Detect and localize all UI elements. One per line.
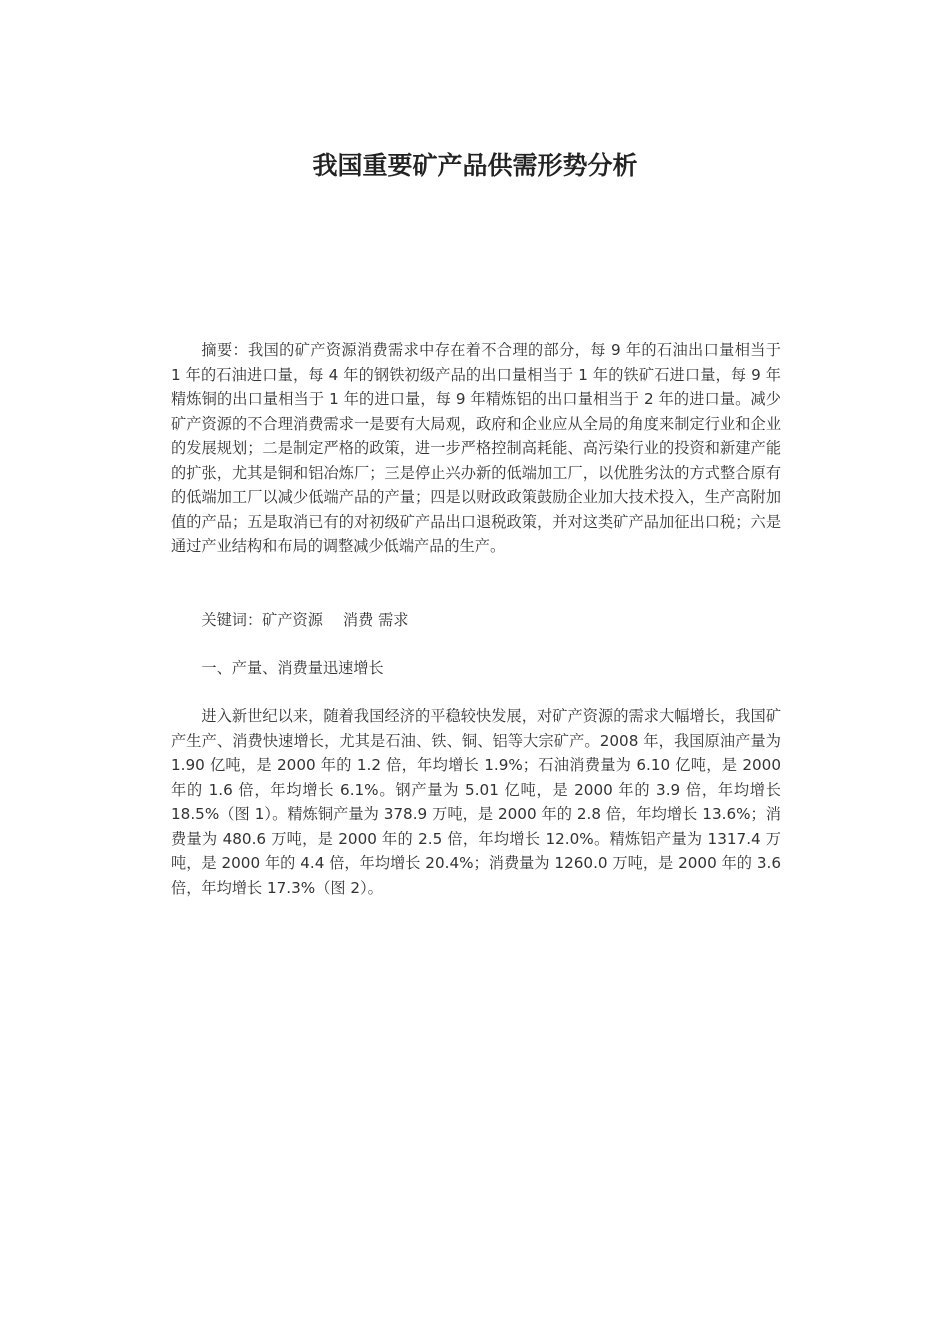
abstract-paragraph: 摘要：我国的矿产资源消费需求中存在着不合理的部分，每 9 年的石油出口量相当于 1 年的石油进口量，每 4 年的钢铁初级产品的出口量相当于 1 年的铁矿石进口量，每 9 年精炼铜的出口量相当于 1 年的进口量，每 9 年精炼铝的出口量相当于 2 年的进口量。减少矿产资源的不合理消费需求一是要有大局观，政府和企业应从全局的角度来制定行业和企业的发展规划；二是制定严格的政策，进一步严格控制高耗能、高污染行业的投资和新建产能的扩张，尤其是铜和铝冶炼厂；三是停止兴办新的低端加工厂，以优胜劣汰的方式整合原有的低端加工厂以减少低端产品的产量；四是以财政政策鼓励企业加大技术投入，生产高附加值的产品；五是取消已有的对初级矿产品出口退税政策，并对这类矿产品加征出口税；六是通过产业结构和布局的调整减少低端产品的生产。 [171,341,781,555]
keywords-line: 关键词：矿产资源 消费 需求 [201,611,409,629]
body-paragraph: 进入新世纪以来，随着我国经济的平稳较快发展，对矿产资源的需求大幅增长，我国矿产生产、消费快速增长，尤其是石油、铁、铜、铝等大宗矿产。2008 年，我国原油产量为 1.90 亿吨，是 2000 年的 1.2 倍，年均增长 1.9%；石油消费量为 6.10 亿吨，是 2000 年的 1.6 倍，年均增长 6.1%。钢产量为 5.01 亿吨，是 2000 年的 3.9 倍，年均增长 18.5%（图 1）。精炼铜产量为 378.9 万吨，是 2000 年的 2.8 倍，年均增长 13.6%；消费量为 480.6 万吨，是 2000 年的 2.5 倍，年均增长 12.0%。精炼铝产量为 1317.4 万吨，是 2000 年的 4.4 倍，年均增长 20.4%；消费量为 1260.0 万吨，是 2000 年的 3.6 倍，年均增长 17.3%（图 2）。 [171,707,781,897]
document-title: 我国重要矿产品供需形势分析 [312,151,638,180]
section-heading: 一、产量、消费量迅速增长 [201,659,384,677]
